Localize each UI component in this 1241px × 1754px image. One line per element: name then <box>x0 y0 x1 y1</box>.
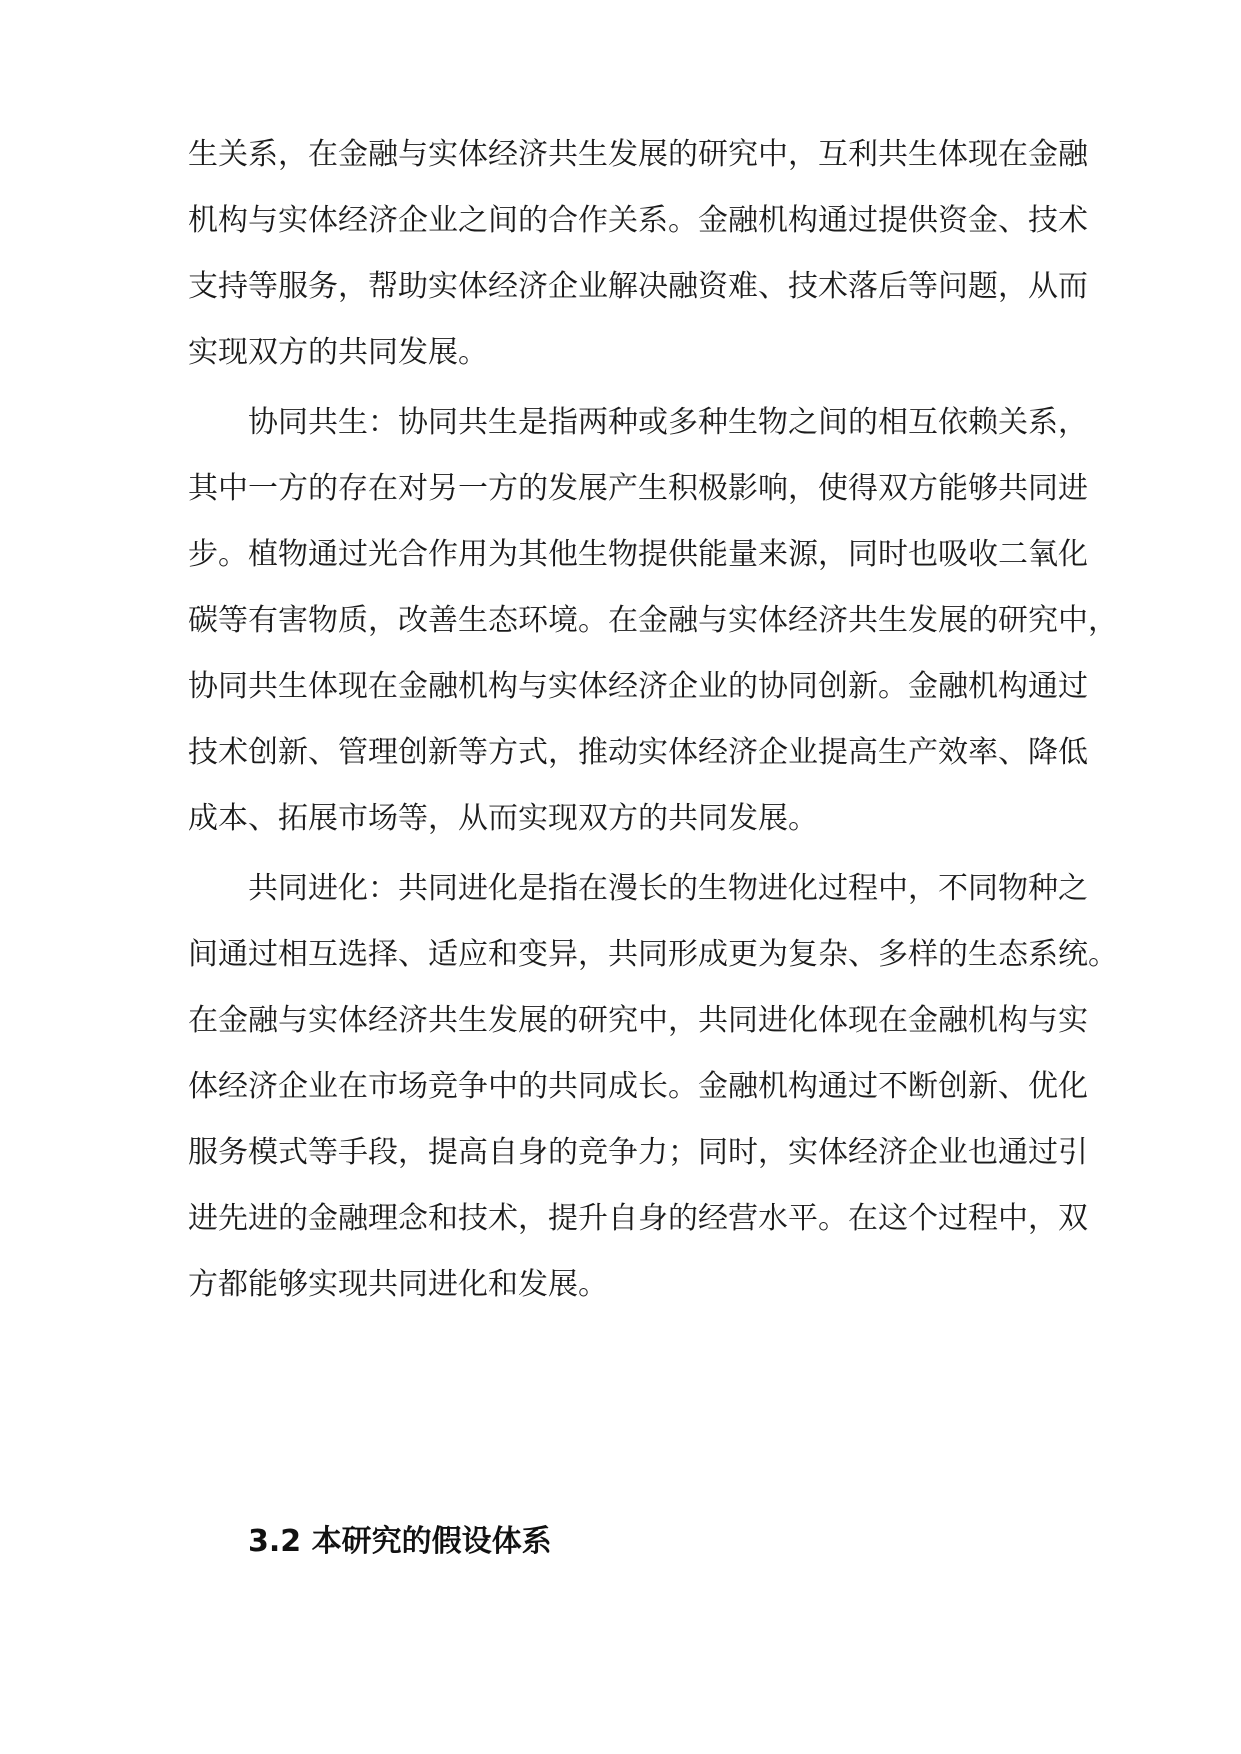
paragraph-3-line-7: 方都能够实现共同进化和发展。 <box>188 1267 608 1302</box>
paragraph-3-line-5: 服务模式等手段，提高自身的竞争力；同时，实体经济企业也通过引 <box>188 1135 1088 1170</box>
paragraph-3-line-6: 进先进的金融理念和技术，提升自身的经营水平。在这个过程中，双 <box>188 1201 1088 1236</box>
paragraph-2-line-7: 成本、拓展市场等，从而实现双方的共同发展。 <box>188 801 818 836</box>
paragraph-2-line-1: 协同共生：协同共生是指两种或多种生物之间的相互依赖关系， <box>248 405 1088 440</box>
paragraph-1-line-2: 机构与实体经济企业之间的合作关系。金融机构通过提供资金、技术 <box>188 203 1088 238</box>
paragraph-3-line-4: 体经济企业在市场竞争中的共同成长。金融机构通过不断创新、优化 <box>188 1069 1088 1104</box>
paragraph-3-line-3: 在金融与实体经济共生发展的研究中，共同进化体现在金融机构与实 <box>188 1003 1088 1038</box>
paragraph-2-line-4: 碳等有害物质，改善生态环境。在金融与实体经济共生发展的研究中， <box>188 603 1118 638</box>
paragraph-1-line-3: 支持等服务，帮助实体经济企业解决融资难、技术落后等问题，从而 <box>188 269 1088 304</box>
section-heading: 3.2 本研究的假设体系 <box>248 1524 552 1559</box>
paragraph-3-line-1: 共同进化：共同进化是指在漫长的生物进化过程中，不同物种之 <box>248 871 1088 906</box>
paragraph-2-line-3: 步。植物通过光合作用为其他生物提供能量来源，同时也吸收二氧化 <box>188 537 1088 572</box>
paragraph-2-line-6: 技术创新、管理创新等方式，推动实体经济企业提高生产效率、降低 <box>188 735 1088 770</box>
paragraph-3-line-2: 间通过相互选择、适应和变异，共同形成更为复杂、多样的生态系统。 <box>188 937 1118 972</box>
paragraph-1-line-4: 实现双方的共同发展。 <box>188 335 488 370</box>
paragraph-2-line-5: 协同共生体现在金融机构与实体经济企业的协同创新。金融机构通过 <box>188 669 1088 704</box>
paragraph-1-line-1: 生关系，在金融与实体经济共生发展的研究中，互利共生体现在金融 <box>188 137 1088 172</box>
paragraph-2-line-2: 其中一方的存在对另一方的发展产生积极影响，使得双方能够共同进 <box>188 471 1088 506</box>
